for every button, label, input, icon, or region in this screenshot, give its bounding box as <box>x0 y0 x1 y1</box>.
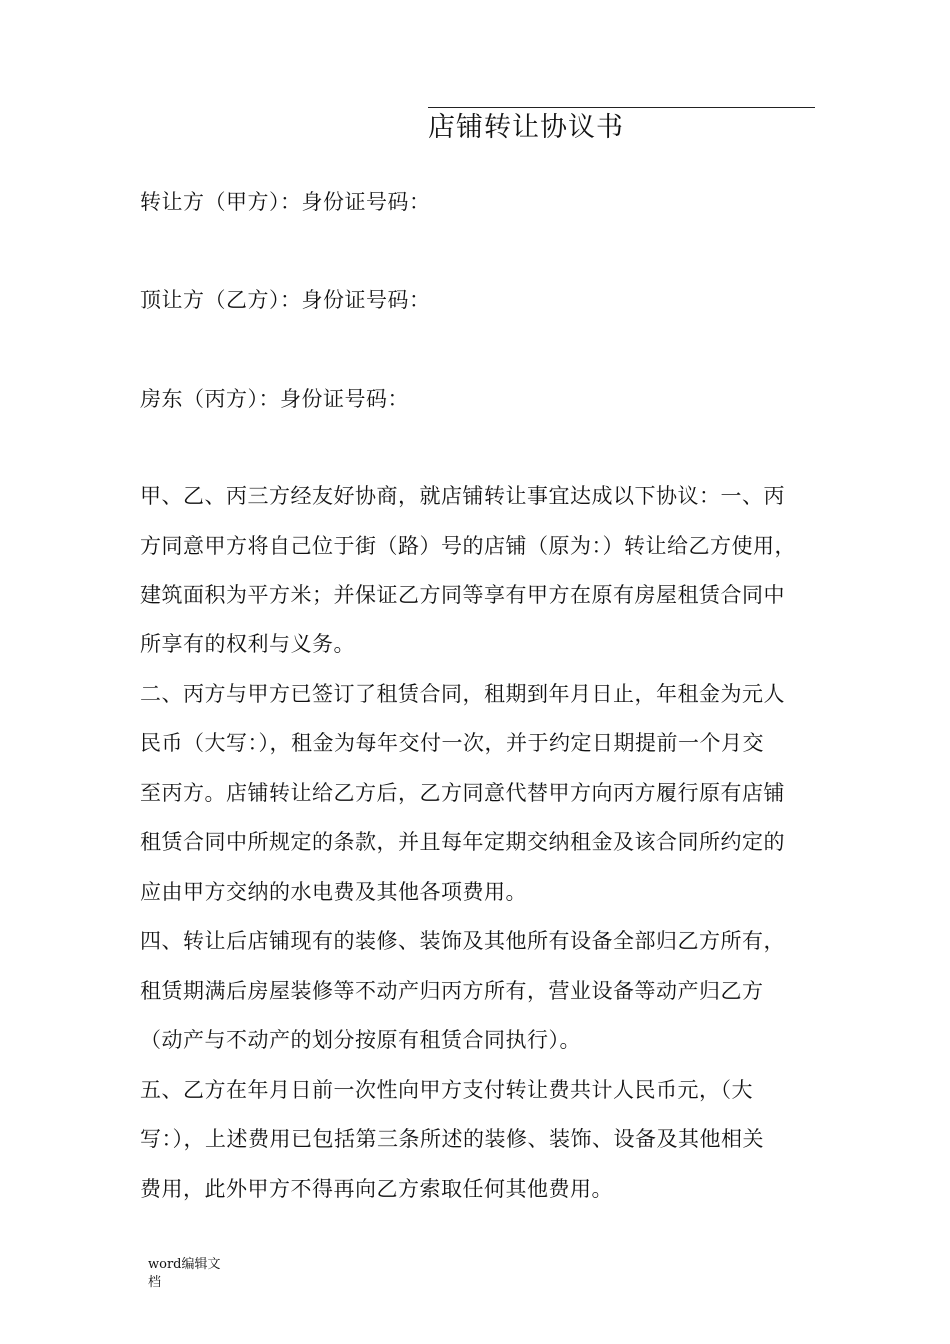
body-line: 五、乙方在年月日前一次性向甲方支付转让费共计人民币元，（大 <box>140 1078 753 1102</box>
body-line: 至丙方。店铺转让给乙方后，乙方同意代替甲方向丙方履行原有店铺 <box>140 781 785 805</box>
body-line: （动产与不动产的划分按原有租赁合同执行）。 <box>140 1028 581 1052</box>
body-line: 写：），上述费用已包括第三条所述的装修、装饰、设备及其他相关 <box>140 1127 764 1151</box>
body-line: 建筑面积为平方米；并保证乙方同等享有甲方在原有房屋租赁合同中 <box>140 583 785 607</box>
body-line: 租赁期满后房屋装修等不动产归丙方所有，营业设备等动产归乙方 <box>140 979 764 1003</box>
header-rule <box>428 107 815 108</box>
landlord-line: 房东（丙方）：身份证号码： <box>140 387 409 411</box>
body-line: 方同意甲方将自己位于街（路）号的店铺（原为：）转让给乙方使用， <box>140 534 796 558</box>
body-line: 民币（大写：），租金为每年交付一次，并于约定日期提前一个月交 <box>140 731 764 755</box>
transferor-line: 转让方（甲方）：身份证号码： <box>140 190 431 214</box>
body-line: 四、转让后店铺现有的装修、装饰及其他所有设备全部归乙方所有， <box>140 929 785 953</box>
document-title: 店铺转让协议书 <box>428 112 624 143</box>
body-line: 甲、乙、丙三方经友好协商，就店铺转让事宜达成以下协议：一、丙 <box>140 484 785 508</box>
body-line: 二、丙方与甲方已签订了租赁合同，租期到年月日止，年租金为元人 <box>140 682 785 706</box>
body-line: 租赁合同中所规定的条款，并且每年定期交纳租金及该合同所约定的 <box>140 830 785 854</box>
body-line: 应由甲方交纳的水电费及其他各项费用。 <box>140 880 527 904</box>
transferee-line: 顶让方（乙方）：身份证号码： <box>140 288 431 312</box>
body-line: 所享有的权利与义务。 <box>140 632 355 656</box>
body-line: 费用，此外甲方不得再向乙方索取任何其他费用。 <box>140 1177 613 1201</box>
page-footer: word编辑文档 <box>148 1257 221 1290</box>
